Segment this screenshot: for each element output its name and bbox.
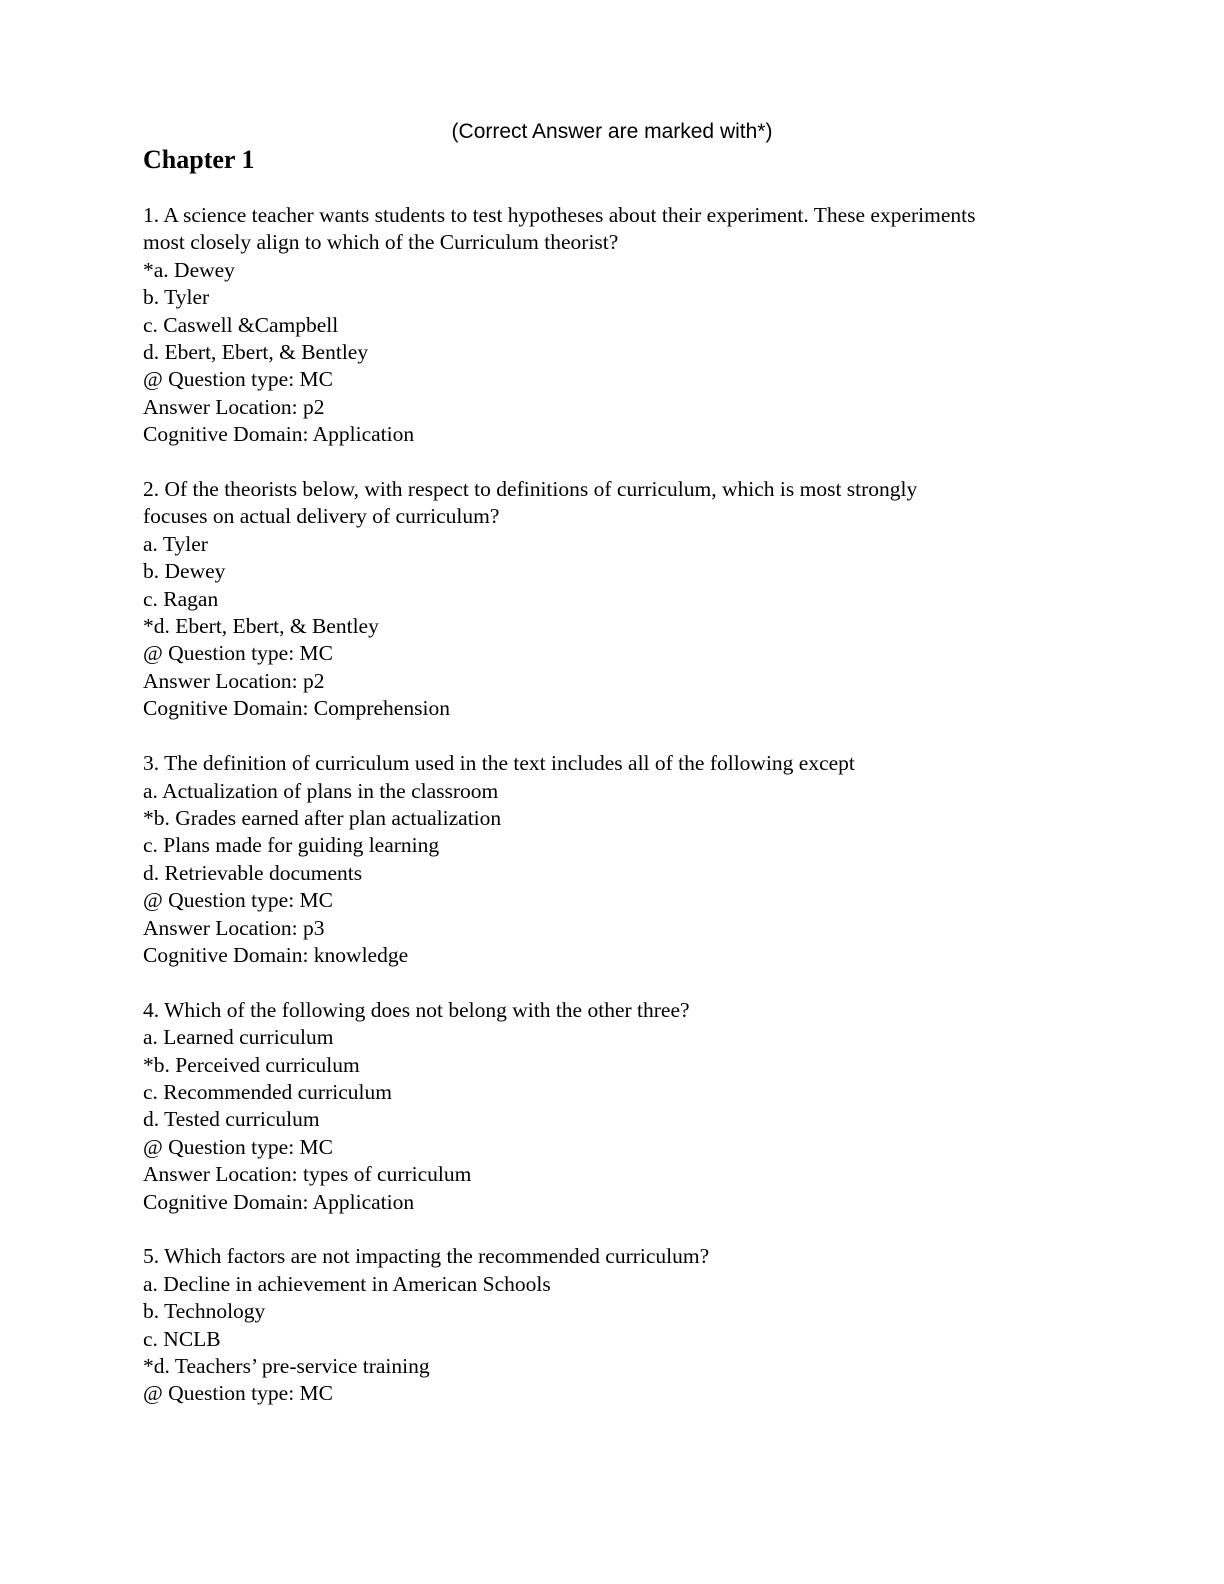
answer-key-note <box>0 118 1224 146</box>
answer-option: c. Recommended curriculum <box>143 1079 392 1104</box>
answer-option: *b. Perceived curriculum <box>143 1052 360 1077</box>
question-type: @ Question type: MC <box>143 641 334 666</box>
question-type: @ Question type: MC <box>143 1134 334 1159</box>
question-stem-line: focuses on actual delivery of curriculum? <box>143 504 500 529</box>
question-2 <box>143 476 1103 723</box>
question-stem-line: 5. Which factors are not impacting the recommended curriculum? <box>143 1244 710 1269</box>
question-5 <box>143 1243 1103 1407</box>
question-type: @ Question type: MC <box>143 1381 334 1406</box>
answer-option: *b. Grades earned after plan actualization <box>143 805 502 830</box>
answer-key-note-text: (Correct Answer are marked with*) <box>451 120 773 143</box>
answer-option: c. NCLB <box>143 1326 221 1351</box>
cognitive-domain: Cognitive Domain: knowledge <box>143 942 409 967</box>
answer-option: b. Technology <box>143 1299 266 1324</box>
question-type: @ Question type: MC <box>143 367 334 392</box>
question-stem-line: most closely align to which of the Curriculum theorist? <box>143 230 619 255</box>
answer-option: a. Tyler <box>143 531 208 556</box>
answer-location: Answer Location: p2 <box>143 394 325 419</box>
answer-option: c. Plans made for guiding learning <box>143 833 440 858</box>
cognitive-domain: Cognitive Domain: Application <box>143 422 415 447</box>
answer-location: Answer Location: p2 <box>143 668 325 693</box>
cognitive-domain: Cognitive Domain: Application <box>143 1189 415 1214</box>
question-stem-line: 4. Which of the following does not belong with the other three? <box>143 997 690 1022</box>
answer-location: Answer Location: types of curriculum <box>143 1162 472 1187</box>
answer-option: a. Learned curriculum <box>143 1025 334 1050</box>
question-type: @ Question type: MC <box>143 888 334 913</box>
chapter-title: Chapter 1 <box>143 145 255 174</box>
answer-location: Answer Location: p3 <box>143 915 325 940</box>
question-list <box>143 202 1103 1435</box>
answer-option: b. Tyler <box>143 285 210 310</box>
answer-option: d. Retrievable documents <box>143 860 363 885</box>
question-stem-line: 3. The definition of curriculum used in the text includes all of the following except <box>143 751 855 776</box>
question-4 <box>143 997 1103 1216</box>
answer-option: c. Ragan <box>143 586 219 611</box>
answer-option: b. Dewey <box>143 559 226 584</box>
question-stem-line: 1. A science teacher wants students to test hypotheses about their experiment. These experiments <box>143 203 976 227</box>
answer-option: *a. Dewey <box>143 257 235 282</box>
answer-option: d. Ebert, Ebert, & Bentley <box>143 340 369 365</box>
answer-option: a. Decline in achievement in American Schools <box>143 1271 551 1296</box>
cognitive-domain: Cognitive Domain: Comprehension <box>143 696 450 721</box>
answer-option: c. Caswell &Campbell <box>143 312 339 337</box>
answer-option: *d. Teachers’ pre-service training <box>143 1354 430 1378</box>
answer-option: *d. Ebert, Ebert, & Bentley <box>143 614 379 639</box>
question-3 <box>143 750 1103 969</box>
answer-option: a. Actualization of plans in the classroom <box>143 778 499 803</box>
question-1 <box>143 202 1103 449</box>
answer-option: d. Tested curriculum <box>143 1107 320 1132</box>
question-stem-line: 2. Of the theorists below, with respect to definitions of curriculum, which is most strongly <box>143 477 918 502</box>
